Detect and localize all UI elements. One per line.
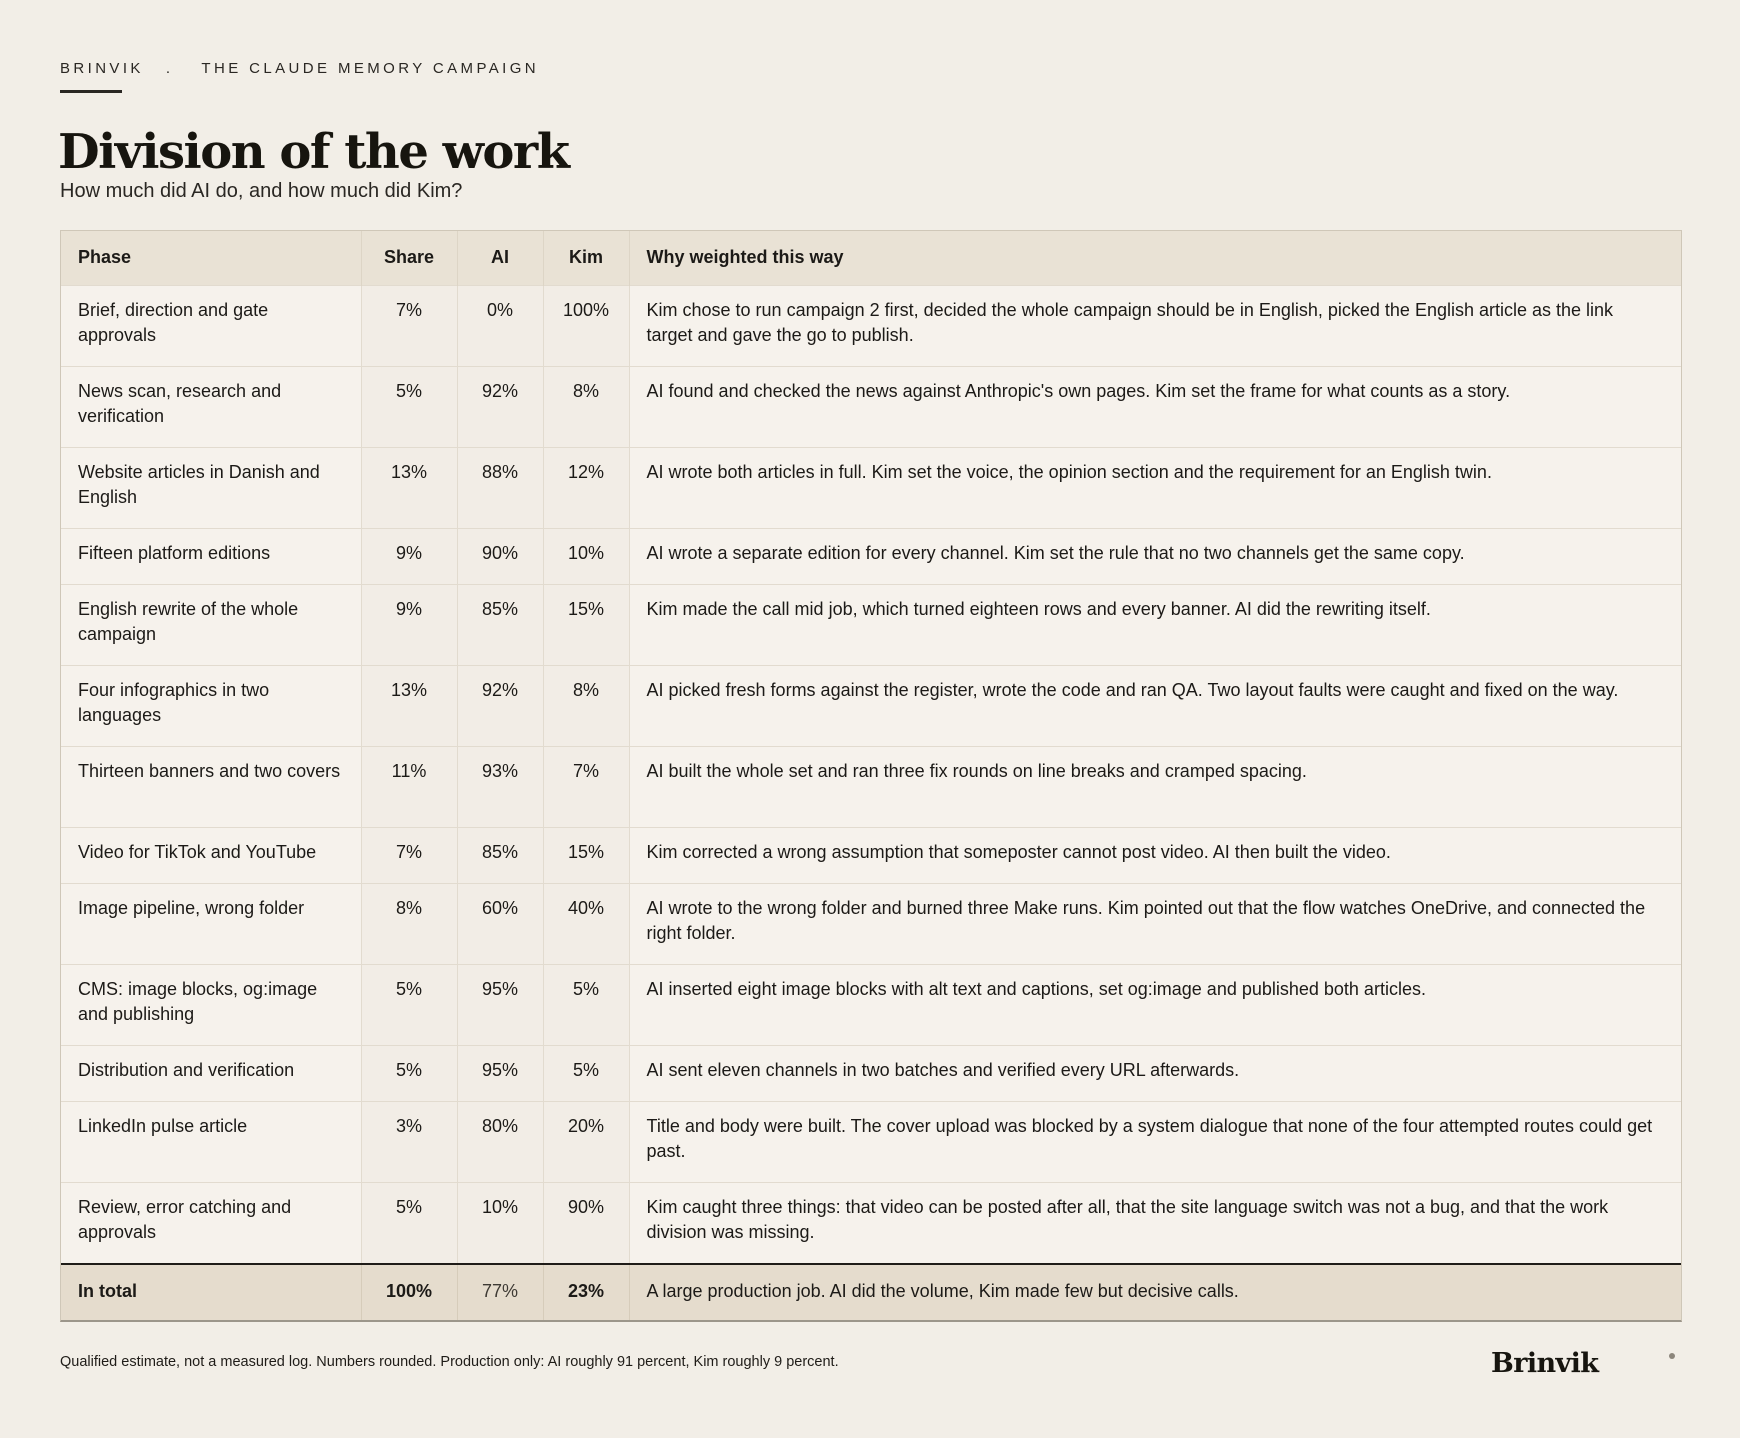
share-cell: 13%: [361, 448, 457, 529]
phase-cell: Fifteen platform editions: [61, 529, 361, 585]
total-share: 100%: [361, 1264, 457, 1320]
share-cell: 5%: [361, 965, 457, 1046]
why-cell: AI inserted eight image blocks with alt text and captions, set og:image and published both articles.: [629, 965, 1681, 1046]
ai-cell: 60%: [457, 884, 543, 965]
share-cell: 7%: [361, 286, 457, 367]
ai-cell: 95%: [457, 1046, 543, 1102]
kim-cell: 15%: [543, 585, 629, 666]
kim-cell: 12%: [543, 448, 629, 529]
table-row: [61, 286, 1681, 367]
total-label: In total: [61, 1264, 361, 1320]
phase-cell: Website articles in Danish and English: [61, 448, 361, 529]
why-cell: AI wrote to the wrong folder and burned three Make runs. Kim pointed out that the flow watches OneDrive, and connected the right folder.: [629, 884, 1681, 965]
table-row: [61, 1102, 1681, 1183]
kim-cell: 10%: [543, 529, 629, 585]
page-subtitle: How much did AI do, and how much did Kim?: [60, 180, 463, 202]
phase-cell: CMS: image blocks, og:image and publishing: [61, 965, 361, 1046]
ai-cell: 88%: [457, 448, 543, 529]
phase-cell: LinkedIn pulse article: [61, 1102, 361, 1183]
total-ai: 77%: [457, 1264, 543, 1320]
ai-cell: 92%: [457, 666, 543, 747]
brand-logo: Brinvik: [1491, 1348, 1599, 1379]
kim-cell: 20%: [543, 1102, 629, 1183]
share-cell: 7%: [361, 828, 457, 884]
kicker-campaign: THE CLAUDE MEMORY CAMPAIGN: [201, 60, 540, 77]
table-row: [61, 585, 1681, 666]
ai-cell: 85%: [457, 585, 543, 666]
kicker-separator: .: [165, 60, 174, 77]
kim-cell: 7%: [543, 747, 629, 828]
phase-cell: Four infographics in two languages: [61, 666, 361, 747]
total-row: [61, 1264, 1681, 1320]
ai-cell: 85%: [457, 828, 543, 884]
table-row: [61, 529, 1681, 585]
why-cell: AI sent eleven channels in two batches and verified every URL afterwards.: [629, 1046, 1681, 1102]
kicker: [60, 60, 539, 77]
why-cell: AI wrote both articles in full. Kim set the voice, the opinion section and the requirement for an English twin.: [629, 448, 1681, 529]
column-header-kim: Kim: [543, 231, 629, 286]
column-header-phase: Phase: [61, 231, 361, 286]
table-row: [61, 828, 1681, 884]
share-cell: 13%: [361, 666, 457, 747]
kim-cell: 8%: [543, 367, 629, 448]
phase-cell: Brief, direction and gate approvals: [61, 286, 361, 367]
ai-cell: 92%: [457, 367, 543, 448]
why-cell: Title and body were built. The cover upload was blocked by a system dialogue that none of the four attempted routes could get past.: [629, 1102, 1681, 1183]
table-row: [61, 884, 1681, 965]
why-cell: Kim caught three things: that video can be posted after all, that the site language switch was not a bug, and that the work division was missing.: [629, 1183, 1681, 1264]
work-division-table-container: [60, 230, 1682, 1322]
column-header-share: Share: [361, 231, 457, 286]
ai-cell: 10%: [457, 1183, 543, 1264]
share-cell: 11%: [361, 747, 457, 828]
table-row: [61, 666, 1681, 747]
share-cell: 9%: [361, 529, 457, 585]
table-row: [61, 747, 1681, 828]
phase-cell: Thirteen banners and two covers: [61, 747, 361, 828]
phase-cell: Review, error catching and approvals: [61, 1183, 361, 1264]
table-row: [61, 965, 1681, 1046]
share-cell: 3%: [361, 1102, 457, 1183]
why-cell: AI wrote a separate edition for every channel. Kim set the rule that no two channels get the same copy.: [629, 529, 1681, 585]
kim-cell: 8%: [543, 666, 629, 747]
kicker-rule: [60, 90, 122, 93]
ai-cell: 93%: [457, 747, 543, 828]
why-cell: AI built the whole set and ran three fix rounds on line breaks and cramped spacing.: [629, 747, 1681, 828]
why-cell: Kim corrected a wrong assumption that someposter cannot post video. AI then built the video.: [629, 828, 1681, 884]
phase-cell: Video for TikTok and YouTube: [61, 828, 361, 884]
column-header-why: Why weighted this way: [629, 231, 1681, 286]
why-cell: AI found and checked the news against Anthropic's own pages. Kim set the frame for what counts as a story.: [629, 367, 1681, 448]
phase-cell: Image pipeline, wrong folder: [61, 884, 361, 965]
table-row: [61, 367, 1681, 448]
table-row: [61, 448, 1681, 529]
phase-cell: News scan, research and verification: [61, 367, 361, 448]
share-cell: 8%: [361, 884, 457, 965]
page-title: Division of the work: [58, 124, 569, 180]
kim-cell: 90%: [543, 1183, 629, 1264]
footnote: Qualified estimate, not a measured log. Numbers rounded. Production only: AI roughly 91 percent, Kim roughly 9 percent.: [60, 1354, 839, 1370]
table-row: [61, 1046, 1681, 1102]
kim-cell: 15%: [543, 828, 629, 884]
share-cell: 5%: [361, 367, 457, 448]
share-cell: 5%: [361, 1046, 457, 1102]
ai-cell: 95%: [457, 965, 543, 1046]
share-cell: 5%: [361, 1183, 457, 1264]
kicker-brand: BRINVIK: [60, 60, 144, 77]
corner-dot: [1669, 1353, 1675, 1359]
share-cell: 9%: [361, 585, 457, 666]
kim-cell: 100%: [543, 286, 629, 367]
why-cell: Kim chose to run campaign 2 first, decided the whole campaign should be in English, picked the English article as the link target and gave the go to publish.: [629, 286, 1681, 367]
column-header-ai: AI: [457, 231, 543, 286]
ai-cell: 80%: [457, 1102, 543, 1183]
table-row: [61, 1183, 1681, 1264]
ai-cell: 0%: [457, 286, 543, 367]
phase-cell: Distribution and verification: [61, 1046, 361, 1102]
ai-cell: 90%: [457, 529, 543, 585]
work-division-table: [61, 231, 1681, 1320]
why-cell: AI picked fresh forms against the register, wrote the code and ran QA. Two layout faults were caught and fixed on the way.: [629, 666, 1681, 747]
table-header-row: [61, 231, 1681, 286]
kim-cell: 5%: [543, 965, 629, 1046]
phase-cell: English rewrite of the whole campaign: [61, 585, 361, 666]
why-cell: Kim made the call mid job, which turned eighteen rows and every banner. AI did the rewriting itself.: [629, 585, 1681, 666]
kim-cell: 5%: [543, 1046, 629, 1102]
total-why: A large production job. AI did the volume, Kim made few but decisive calls.: [629, 1264, 1681, 1320]
total-kim: 23%: [543, 1264, 629, 1320]
kim-cell: 40%: [543, 884, 629, 965]
